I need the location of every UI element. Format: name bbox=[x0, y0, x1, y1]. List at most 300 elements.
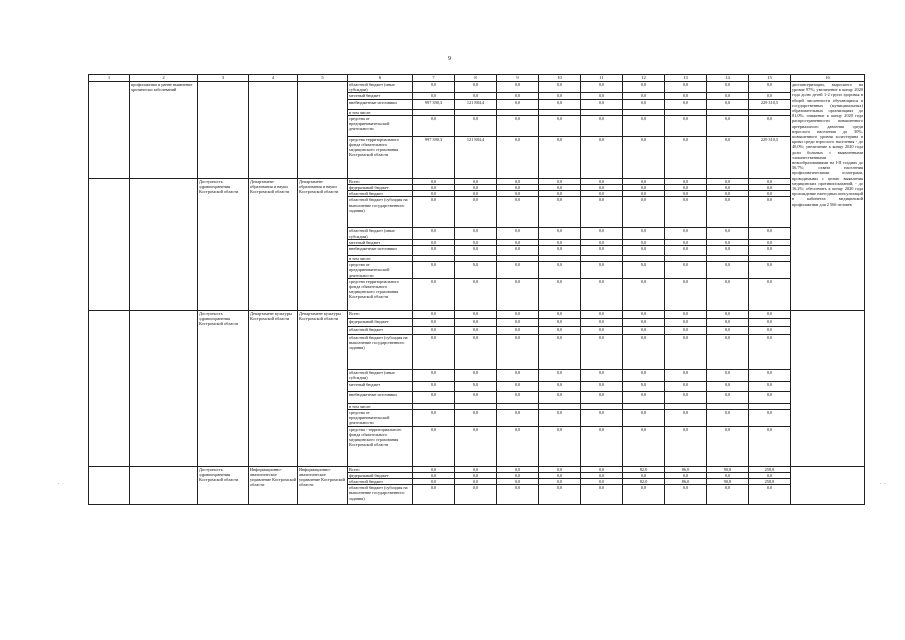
value-cell: 0,0 bbox=[539, 369, 581, 381]
value-cell: 0,0 bbox=[623, 115, 665, 136]
funding-source-label: областной бюджет (иные субсидии) bbox=[348, 82, 413, 93]
funding-source-label: Всего bbox=[348, 178, 413, 184]
value-cell: 0,0 bbox=[539, 479, 581, 485]
value-cell: 258,8 bbox=[749, 479, 791, 485]
value-cell: 0,0 bbox=[413, 318, 455, 326]
value-cell: 0,0 bbox=[455, 278, 497, 310]
value-cell: 0,0 bbox=[749, 334, 791, 369]
value-cell: 0,0 bbox=[749, 197, 791, 228]
value-cell: 0,0 bbox=[707, 185, 749, 191]
value-cell: 0,0 bbox=[581, 334, 623, 369]
value-cell: 0,0 bbox=[497, 369, 539, 381]
value-cell: 0,0 bbox=[623, 197, 665, 228]
value-cell: 0,0 bbox=[665, 278, 707, 310]
value-cell: 0,0 bbox=[665, 82, 707, 93]
value-cell: 0,0 bbox=[413, 178, 455, 184]
value-cell: 0,0 bbox=[581, 197, 623, 228]
value-cell: 0,0 bbox=[581, 369, 623, 381]
value-cell: 0,0 bbox=[749, 391, 791, 403]
value-cell: 0,0 bbox=[455, 472, 497, 478]
value-cell: 0,0 bbox=[665, 115, 707, 136]
measure-name: профилактика и ранне выявление хронически заболеваний bbox=[130, 82, 198, 179]
value-cell: 0,0 bbox=[623, 381, 665, 391]
value-cell: 0,0 bbox=[665, 326, 707, 334]
value-cell: 0,0 bbox=[749, 82, 791, 93]
cell-col1 bbox=[89, 82, 130, 179]
column-number: 2 bbox=[130, 75, 198, 82]
funding-source-label: местный бюджет bbox=[348, 381, 413, 391]
value-cell: 0,0 bbox=[539, 466, 581, 472]
value-cell: 0,0 bbox=[623, 391, 665, 403]
value-cell: 0,0 bbox=[581, 466, 623, 472]
value-cell: 0,0 bbox=[665, 239, 707, 245]
value-cell: 0,0 bbox=[497, 326, 539, 334]
value-cell: 0,0 bbox=[539, 197, 581, 228]
value-cell: 0,0 bbox=[497, 178, 539, 184]
value-cell: 0,0 bbox=[581, 326, 623, 334]
cell-col2 bbox=[130, 466, 198, 505]
value-cell: 0,0 bbox=[623, 334, 665, 369]
value-cell: 0,0 bbox=[539, 381, 581, 391]
value-cell: 0,0 bbox=[497, 334, 539, 369]
value-cell: 0,0 bbox=[749, 426, 791, 466]
value-cell: 0,0 bbox=[707, 278, 749, 310]
value-cell: 0,0 bbox=[497, 381, 539, 391]
value-cell: 0,0 bbox=[665, 472, 707, 478]
funding-source-label: местный бюджет bbox=[348, 239, 413, 245]
value-cell: 0,0 bbox=[539, 426, 581, 466]
funding-source-label: внебюджетные источники bbox=[348, 246, 413, 256]
value-cell: 0,0 bbox=[707, 485, 749, 505]
coexecutor-cell: Департамент образования и науки Костромской области bbox=[298, 178, 348, 310]
value-cell: 0,0 bbox=[623, 246, 665, 256]
value-cell: 0,0 bbox=[581, 178, 623, 184]
value-cell: 0,0 bbox=[539, 185, 581, 191]
value-cell: 0,0 bbox=[497, 318, 539, 326]
value-cell: 0,0 bbox=[623, 99, 665, 109]
value-cell: 0,0 bbox=[497, 99, 539, 109]
value-cell: 0,0 bbox=[749, 185, 791, 191]
value-cell: 0,0 bbox=[413, 185, 455, 191]
funding-source-label: областной бюджет (субсидия на выполнение государственного задания) bbox=[348, 485, 413, 505]
value-cell: 0,0 bbox=[581, 93, 623, 99]
value-cell: 0,0 bbox=[623, 310, 665, 318]
value-cell: 0,0 bbox=[539, 318, 581, 326]
funding-source-label: областной бюджет bbox=[348, 479, 413, 485]
value-cell: 0,0 bbox=[581, 115, 623, 136]
value-cell: 0,0 bbox=[539, 228, 581, 239]
value-cell: 0,0 bbox=[497, 115, 539, 136]
value-cell: 0,0 bbox=[581, 246, 623, 256]
value-cell: 0,0 bbox=[455, 262, 497, 279]
page-number: 9 bbox=[448, 56, 451, 62]
value-cell: 0,0 bbox=[497, 310, 539, 318]
funding-source-label: средства от предпринимательской деятельности bbox=[348, 410, 413, 427]
funding-source-label: федеральный бюджет bbox=[348, 472, 413, 478]
value-cell: 0,0 bbox=[581, 136, 623, 178]
value-cell: 0,0 bbox=[665, 334, 707, 369]
column-number: 12 bbox=[623, 75, 665, 82]
value-cell: 0,0 bbox=[707, 82, 749, 93]
value-cell: 0,0 bbox=[455, 479, 497, 485]
value-cell: 0,0 bbox=[707, 136, 749, 178]
value-cell: 0,0 bbox=[497, 239, 539, 245]
value-cell: 0,0 bbox=[623, 485, 665, 505]
value-cell: 0,0 bbox=[749, 178, 791, 184]
value-cell: 0,0 bbox=[623, 239, 665, 245]
value-cell: 0,0 bbox=[707, 191, 749, 197]
cell-col16 bbox=[791, 466, 865, 505]
value-cell: 0,0 bbox=[749, 310, 791, 318]
value-cell: 0,0 bbox=[707, 93, 749, 99]
value-cell: 0,0 bbox=[413, 191, 455, 197]
value-cell: 258,8 bbox=[749, 466, 791, 472]
value-cell: 0,0 bbox=[749, 228, 791, 239]
value-cell: 0,0 bbox=[665, 178, 707, 184]
goal-cell: Доступность здравоохранения Костромской области bbox=[198, 178, 249, 310]
value-cell: 0,0 bbox=[413, 239, 455, 245]
value-cell: 0,0 bbox=[539, 99, 581, 109]
value-cell: 0,0 bbox=[497, 82, 539, 93]
goal-cell: Доступность здравоохранения Костромской области bbox=[198, 310, 249, 466]
column-number: 13 bbox=[665, 75, 707, 82]
cell-col2 bbox=[130, 310, 198, 466]
value-cell: 0,0 bbox=[539, 391, 581, 403]
value-cell: 0,0 bbox=[413, 310, 455, 318]
table-row bbox=[89, 310, 865, 318]
value-cell: 0,0 bbox=[413, 82, 455, 93]
value-cell: 229 310,5 bbox=[749, 136, 791, 178]
value-cell: 0,0 bbox=[749, 318, 791, 326]
column-number: 7 bbox=[413, 75, 455, 82]
value-cell: 0,0 bbox=[497, 228, 539, 239]
value-cell: 0,0 bbox=[623, 410, 665, 427]
value-cell: 0,0 bbox=[707, 334, 749, 369]
value-cell: 0,0 bbox=[455, 391, 497, 403]
column-number: 5 bbox=[298, 75, 348, 82]
value-cell: 0,0 bbox=[497, 197, 539, 228]
column-number: 3 bbox=[198, 75, 249, 82]
value-cell: 997 390,3 bbox=[413, 136, 455, 178]
value-cell: 0,0 bbox=[581, 278, 623, 310]
funding-source-label: в том числе: bbox=[348, 403, 413, 409]
value-cell: 0,0 bbox=[623, 426, 665, 466]
cell-col5 bbox=[298, 82, 348, 179]
value-cell: 0,0 bbox=[581, 310, 623, 318]
value-cell: 0,0 bbox=[749, 472, 791, 478]
value-cell: 0,0 bbox=[497, 191, 539, 197]
cell-col3 bbox=[198, 82, 249, 179]
value-cell: 0,0 bbox=[413, 278, 455, 310]
value-cell: 0,0 bbox=[455, 334, 497, 369]
value-cell: 0,0 bbox=[497, 410, 539, 427]
value-cell: 0,0 bbox=[581, 82, 623, 93]
funding-source-label: средства от предпринимательской деятельности bbox=[348, 115, 413, 136]
value-cell: 0,0 bbox=[581, 228, 623, 239]
goal-cell: Доступность здравоохранения Костромской области bbox=[198, 466, 249, 505]
budget-table bbox=[88, 74, 865, 505]
value-cell: 0,0 bbox=[581, 391, 623, 403]
value-cell: 0,0 bbox=[707, 391, 749, 403]
value-cell: 0,0 bbox=[539, 410, 581, 427]
value-cell: 0,0 bbox=[413, 410, 455, 427]
value-cell: 0,0 bbox=[455, 381, 497, 391]
value-cell: 0,0 bbox=[749, 262, 791, 279]
value-cell: 0,0 bbox=[623, 278, 665, 310]
value-cell: 0,0 bbox=[665, 191, 707, 197]
value-cell: 0,0 bbox=[665, 426, 707, 466]
value-cell: 0,0 bbox=[455, 197, 497, 228]
funding-source-label: областной бюджет (субсидия на выполнение государственного задания) bbox=[348, 197, 413, 228]
value-cell: 0,0 bbox=[539, 472, 581, 478]
funding-source-label: средства территориального фонда обязательного медицинского страхования Костромской области bbox=[348, 278, 413, 310]
value-cell: 0,0 bbox=[539, 485, 581, 505]
value-cell: 0,0 bbox=[665, 93, 707, 99]
value-cell: 0,0 bbox=[749, 381, 791, 391]
value-cell: 0,0 bbox=[413, 326, 455, 334]
value-cell: 0,0 bbox=[623, 93, 665, 99]
column-number: 4 bbox=[249, 75, 298, 82]
value-cell: 90,8 bbox=[707, 479, 749, 485]
value-cell: 0,0 bbox=[539, 115, 581, 136]
value-cell: 0,0 bbox=[581, 426, 623, 466]
value-cell: 0,0 bbox=[707, 426, 749, 466]
value-cell: 0,0 bbox=[707, 381, 749, 391]
value-cell: 0,0 bbox=[665, 485, 707, 505]
cell-col1 bbox=[89, 310, 130, 466]
cell-col16 bbox=[791, 310, 865, 466]
value-cell: 0,0 bbox=[455, 93, 497, 99]
value-cell: 0,0 bbox=[581, 410, 623, 427]
value-cell: 0,0 bbox=[623, 228, 665, 239]
value-cell: 0,0 bbox=[497, 93, 539, 99]
funding-source-label: федеральный бюджет bbox=[348, 185, 413, 191]
value-cell: 0,0 bbox=[497, 246, 539, 256]
value-cell: 121 884,4 bbox=[455, 99, 497, 109]
value-cell: 0,0 bbox=[455, 466, 497, 472]
value-cell: 0,0 bbox=[497, 136, 539, 178]
value-cell: 0,0 bbox=[455, 318, 497, 326]
value-cell: 0,0 bbox=[707, 115, 749, 136]
executor-cell: Департамент культуры Костромской области bbox=[249, 310, 298, 466]
value-cell: 0,0 bbox=[413, 426, 455, 466]
value-cell: 0,0 bbox=[413, 197, 455, 228]
value-cell: 0,0 bbox=[539, 191, 581, 197]
value-cell: 0,0 bbox=[581, 381, 623, 391]
value-cell: 0,0 bbox=[665, 136, 707, 178]
expected-results-text: диспансеризации, выросшего на уровне 97%; увеличение к концу 2020 года долю детей 1-2 групп здоровья в общей численности обучающихся в государственных (муниципальных) образовательных организациях до 81,0%; снижение к концу 2020 года распространенности повышенного артериального давления среди взрослого населения до 30%, повышенного уровня холестерина в крови среди взрослого населения - до 40,0%; увеличение к концу 2020 года доли больных с выявленными злокачественными новообразованиями на I-II стадиях до 56,7%; охвата населения профилактическими осмотрами, проводимыми с целью выявления медицинских противопоказаний, - до 16,2%; обеспечить к концу 2020 года прохождение ежегодных консультаций в кабинетах медицинской профилактики для 2 566 человек bbox=[791, 82, 865, 311]
value-cell: 0,0 bbox=[413, 115, 455, 136]
value-cell: 997 390,3 bbox=[413, 99, 455, 109]
value-cell: 0,0 bbox=[455, 410, 497, 427]
column-number: 11 bbox=[581, 75, 623, 82]
value-cell: 0,0 bbox=[413, 391, 455, 403]
executor-cell: Департамент образования и науки Костромской области bbox=[249, 178, 298, 310]
value-cell: 0,0 bbox=[623, 82, 665, 93]
column-number: 6 bbox=[348, 75, 413, 82]
value-cell: 0,0 bbox=[707, 310, 749, 318]
value-cell: 0,0 bbox=[581, 239, 623, 245]
value-cell: 0,0 bbox=[707, 246, 749, 256]
value-cell: 0,0 bbox=[539, 246, 581, 256]
value-cell: 0,0 bbox=[707, 472, 749, 478]
value-cell: 0,0 bbox=[623, 191, 665, 197]
margin-mark: · · bbox=[58, 482, 64, 487]
column-number: 15 bbox=[749, 75, 791, 82]
value-cell: 0,0 bbox=[497, 479, 539, 485]
value-cell: 0,0 bbox=[665, 310, 707, 318]
funding-source-label: областной бюджет (субсидия на выполнение государственного задания) bbox=[348, 334, 413, 369]
value-cell: 0,0 bbox=[665, 369, 707, 381]
value-cell: 0,0 bbox=[623, 178, 665, 184]
coexecutor-cell: Департамент культуры Костромской области bbox=[298, 310, 348, 466]
value-cell: 0,0 bbox=[749, 410, 791, 427]
value-cell: 0,0 bbox=[707, 99, 749, 109]
value-cell: 0,0 bbox=[455, 369, 497, 381]
value-cell: 0,0 bbox=[665, 99, 707, 109]
value-cell: 0,0 bbox=[539, 82, 581, 93]
value-cell: 0,0 bbox=[581, 99, 623, 109]
value-cell: 0,0 bbox=[455, 239, 497, 245]
value-cell: 0,0 bbox=[623, 136, 665, 178]
value-cell: 0,0 bbox=[539, 136, 581, 178]
value-cell: 0,0 bbox=[413, 381, 455, 391]
value-cell: 0,0 bbox=[749, 191, 791, 197]
value-cell: 0,0 bbox=[707, 262, 749, 279]
value-cell: 0,0 bbox=[665, 381, 707, 391]
value-cell: 0,0 bbox=[455, 191, 497, 197]
value-cell: 0,0 bbox=[539, 310, 581, 318]
value-cell: 0,0 bbox=[623, 185, 665, 191]
value-cell: 0,0 bbox=[665, 228, 707, 239]
funding-source-label: областной бюджет bbox=[348, 326, 413, 334]
value-cell: 0,0 bbox=[413, 93, 455, 99]
value-cell: 0,0 bbox=[665, 318, 707, 326]
value-cell: 0,0 bbox=[623, 318, 665, 326]
funding-source-label: в том числе: bbox=[348, 109, 413, 115]
funding-source-label: средства территориального фонда обязательного медицинского страхования Костромской области bbox=[348, 136, 413, 178]
cell-col1 bbox=[89, 178, 130, 310]
value-cell: 0,0 bbox=[749, 239, 791, 245]
value-cell: 0,0 bbox=[413, 228, 455, 239]
value-cell: 86,0 bbox=[665, 466, 707, 472]
value-cell: 0,0 bbox=[749, 326, 791, 334]
column-number: 14 bbox=[707, 75, 749, 82]
value-cell: 0,0 bbox=[707, 318, 749, 326]
value-cell: 0,0 bbox=[413, 479, 455, 485]
value-cell: 0,0 bbox=[455, 178, 497, 184]
value-cell: 82,0 bbox=[623, 479, 665, 485]
value-cell: 0,0 bbox=[623, 472, 665, 478]
value-cell: 0,0 bbox=[413, 466, 455, 472]
header-row bbox=[89, 75, 865, 82]
funding-source-label: в том числе: bbox=[348, 256, 413, 262]
cell-col4 bbox=[249, 82, 298, 179]
value-cell: 0,0 bbox=[539, 178, 581, 184]
value-cell: 0,0 bbox=[707, 239, 749, 245]
value-cell: 121 884,4 bbox=[455, 136, 497, 178]
value-cell: 0,0 bbox=[707, 326, 749, 334]
funding-source-label: местный бюджет bbox=[348, 93, 413, 99]
value-cell: 0,0 bbox=[707, 369, 749, 381]
value-cell: 0,0 bbox=[623, 369, 665, 381]
executor-cell: Информационно-аналитическое управление Костромской области bbox=[249, 466, 298, 505]
funding-source-label: областной бюджет bbox=[348, 191, 413, 197]
value-cell: 0,0 bbox=[581, 185, 623, 191]
value-cell: 0,0 bbox=[749, 369, 791, 381]
value-cell: 0,0 bbox=[623, 262, 665, 279]
value-cell: 0,0 bbox=[497, 485, 539, 505]
value-cell: 229 310,5 bbox=[749, 99, 791, 109]
value-cell: 90,8 bbox=[707, 466, 749, 472]
value-cell: 0,0 bbox=[581, 472, 623, 478]
coexecutor-cell: Информационно-аналитическое управление Костромской области bbox=[298, 466, 348, 505]
value-cell: 0,0 bbox=[581, 191, 623, 197]
column-number: 10 bbox=[539, 75, 581, 82]
value-cell: 0,0 bbox=[413, 472, 455, 478]
value-cell: 0,0 bbox=[749, 246, 791, 256]
value-cell: 0,0 bbox=[749, 115, 791, 136]
value-cell: 0,0 bbox=[749, 485, 791, 505]
value-cell: 0,0 bbox=[455, 485, 497, 505]
cell-col2 bbox=[130, 178, 198, 310]
value-cell: 0,0 bbox=[497, 472, 539, 478]
value-cell: 0,0 bbox=[455, 426, 497, 466]
funding-source-label: внебюджетные источники bbox=[348, 391, 413, 403]
value-cell: 0,0 bbox=[707, 197, 749, 228]
funding-source-label: Всего bbox=[348, 310, 413, 318]
value-cell: 0,0 bbox=[581, 318, 623, 326]
value-cell: 0,0 bbox=[455, 185, 497, 191]
funding-source-label: областной бюджет (иные субсидии) bbox=[348, 369, 413, 381]
value-cell: 0,0 bbox=[455, 228, 497, 239]
value-cell: 0,0 bbox=[749, 93, 791, 99]
value-cell: 0,0 bbox=[455, 310, 497, 318]
margin-mark: · · bbox=[880, 482, 886, 487]
column-number: 9 bbox=[497, 75, 539, 82]
table-row bbox=[89, 82, 865, 93]
value-cell: 0,0 bbox=[413, 246, 455, 256]
value-cell: 0,0 bbox=[539, 334, 581, 369]
value-cell: 0,0 bbox=[413, 369, 455, 381]
value-cell: 0,0 bbox=[749, 278, 791, 310]
value-cell: 0,0 bbox=[455, 246, 497, 256]
value-cell: 0,0 bbox=[665, 246, 707, 256]
value-cell: 0,0 bbox=[539, 262, 581, 279]
value-cell: 0,0 bbox=[581, 485, 623, 505]
funding-source-label: средства от предпринимательской деятельности bbox=[348, 262, 413, 279]
value-cell: 0,0 bbox=[497, 278, 539, 310]
funding-source-label: средства - территориального фонда обязательного медицинского страхования Костромской области bbox=[348, 426, 413, 466]
value-cell: 0,0 bbox=[539, 278, 581, 310]
value-cell: 0,0 bbox=[707, 410, 749, 427]
value-cell: 0,0 bbox=[497, 426, 539, 466]
value-cell: 0,0 bbox=[413, 485, 455, 505]
column-number: 8 bbox=[455, 75, 497, 82]
cell-col1 bbox=[89, 466, 130, 505]
value-cell: 0,0 bbox=[665, 197, 707, 228]
value-cell: 0,0 bbox=[413, 262, 455, 279]
value-cell: 0,0 bbox=[455, 82, 497, 93]
value-cell: 0,0 bbox=[539, 93, 581, 99]
value-cell: 0,0 bbox=[707, 178, 749, 184]
value-cell: 0,0 bbox=[539, 239, 581, 245]
value-cell: 0,0 bbox=[665, 262, 707, 279]
value-cell: 86,0 bbox=[665, 479, 707, 485]
value-cell: 0,0 bbox=[497, 185, 539, 191]
value-cell: 0,0 bbox=[581, 262, 623, 279]
value-cell: 0,0 bbox=[455, 326, 497, 334]
